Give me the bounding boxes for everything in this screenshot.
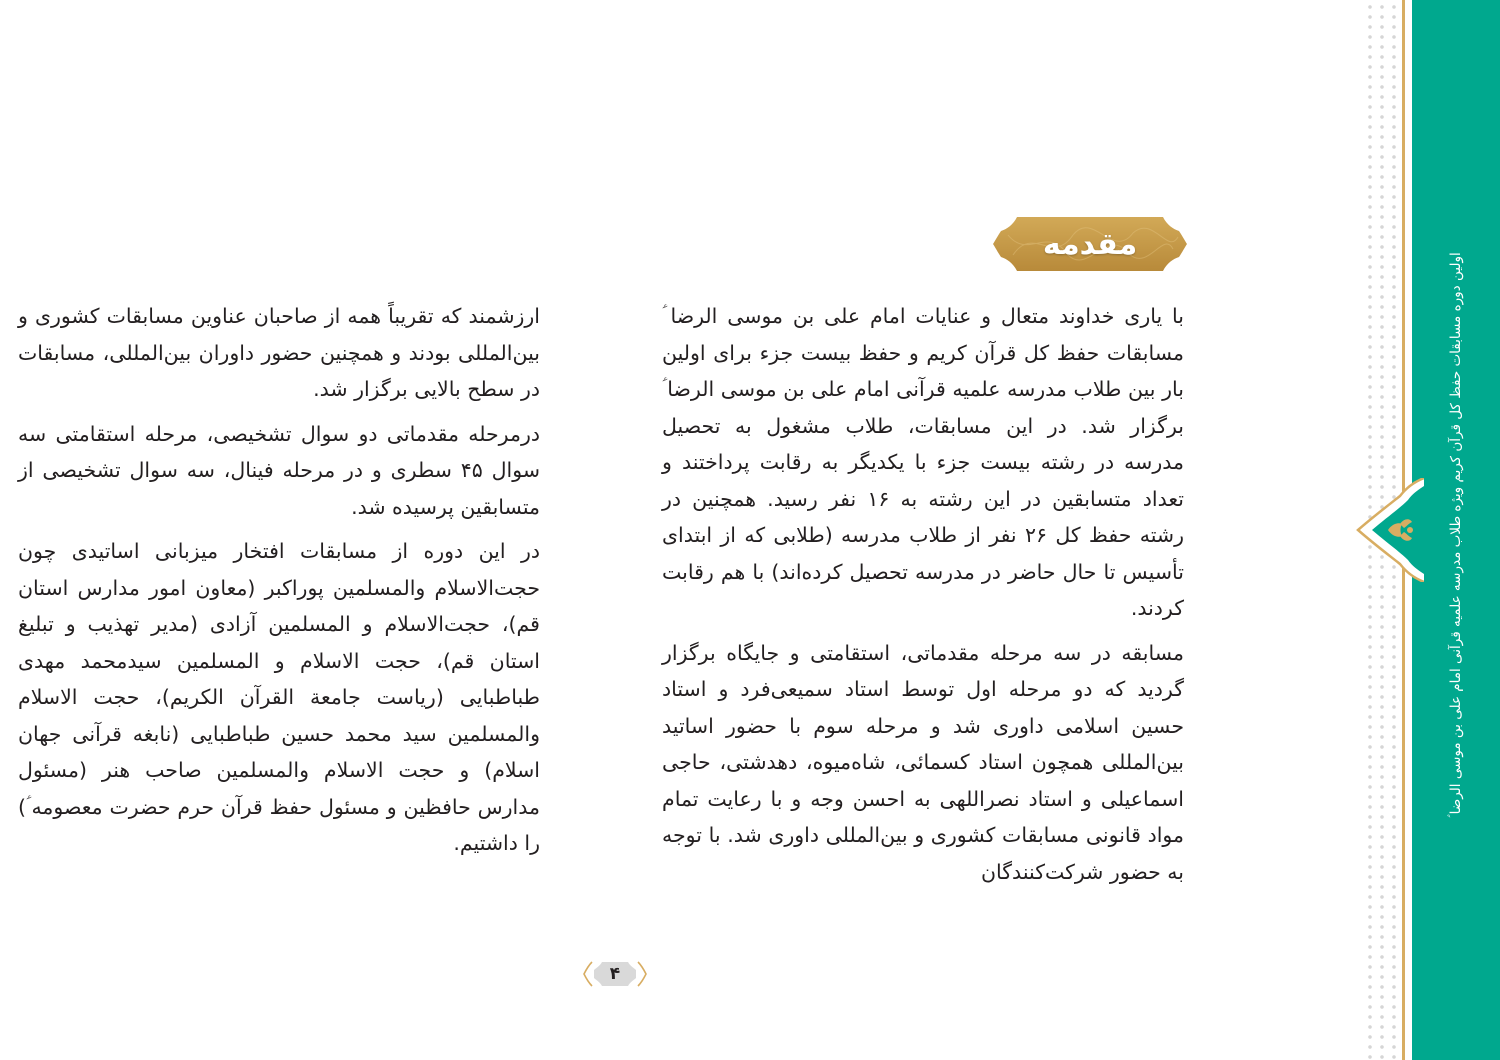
running-title-text: اولین دوره مسابقات حفظ کل قرآن کریم ویژه طلاب مدرسه علمیه قرآنی امام علی بن موسی الرضا ؑ: [1448, 252, 1464, 818]
left-column: [18, 298, 540, 870]
section-title-badge: [993, 215, 1187, 273]
section-title: مقدمه: [1042, 226, 1138, 262]
paragraph: با یاری خداوند متعال و عنایات امام علی بن موسی الرضا ؑ مسابقات حفظ کل قرآن کریم و حفظ بیست جزء برای اولین بار بین طلاب مدرسه علمیه قرآنی امام علی بن موسی الرضا ؑ برگزار شد. در این مسابقات، طلاب مشغول به تحصیل مدرسه در رشته بیست جزء با یکدیگر به رقابت پرداختند و تعداد متسابقین در این رشته به ۱۶ نفر رسید. همچنین در رشته حفظ کل ۲۶ نفر از طلاب مدرسه (طلابی که از ابتدای تأسیس تا حال حاضر در مدرسه تحصیل کرده‌اند) با هم رقابت کردند.: [662, 304, 1184, 620]
paragraph: مسابقه در سه مرحله مقدماتی، استقامتی و جایگاه برگزار گردید که دو مرحله اول توسط استاد سمیعی‌فرد و استاد حسین اسلامی داوری شد و مرحله سوم با حضور اساتید بین‌المللی همچون استاد کسمائی، شاه‌میوه، دهدشتی، حاجی اسماعیلی و استاد نصراللهی به احسن وجه و با رعایت تمام مواد قانونی مسابقات کشوری و بین‌المللی داوری شد. با توجه به حضور شرکت‌کنندگان: [662, 640, 1184, 884]
paragraph: در این دوره از مسابقات افتخار میزبانی اساتیدی چون حجت‌الاسلام والمسلمین پوراکبر (معاون امور مدارس استان قم)، حجت‌الاسلام و المسلمین آزادی (مدیر تهذیب و تبلیغ استان قم)، حجت الاسلام و المسلمین سیدمحمد مهدی طباطبایی (ریاست جامعة القرآن الکریم)، حجت الاسلام والمسلمین سید محمد حسین طباطبایی (نابغه قرآنی جهان اسلام) و حجت الاسلام والمسلمین صاحب هنر (مسئول مدارس حافظین و مسئول حفظ قرآن حرم حضرت معصومه ؑ) را داشتیم.: [18, 539, 540, 855]
right-column: [662, 298, 1184, 898]
paragraph: ارزشمند که تقریباً همه از صاحبان عناوین مسابقات کشوری و بین‌المللی بودند و همچنین حضور داوران بین‌المللی، مسابقات در سطح بالایی برگزار شد.: [18, 304, 540, 401]
page-number: ۴: [609, 964, 621, 984]
page-number-badge: [582, 956, 648, 992]
paragraph: درمرحله مقدماتی دو سوال تشخیصی، مرحله استقامتی سه سوال ۴۵ سطری و در مرحله فینال، سه سوال تشخیصی از متسابقین پرسیده شد.: [18, 421, 540, 519]
running-title: [1412, 0, 1500, 1060]
